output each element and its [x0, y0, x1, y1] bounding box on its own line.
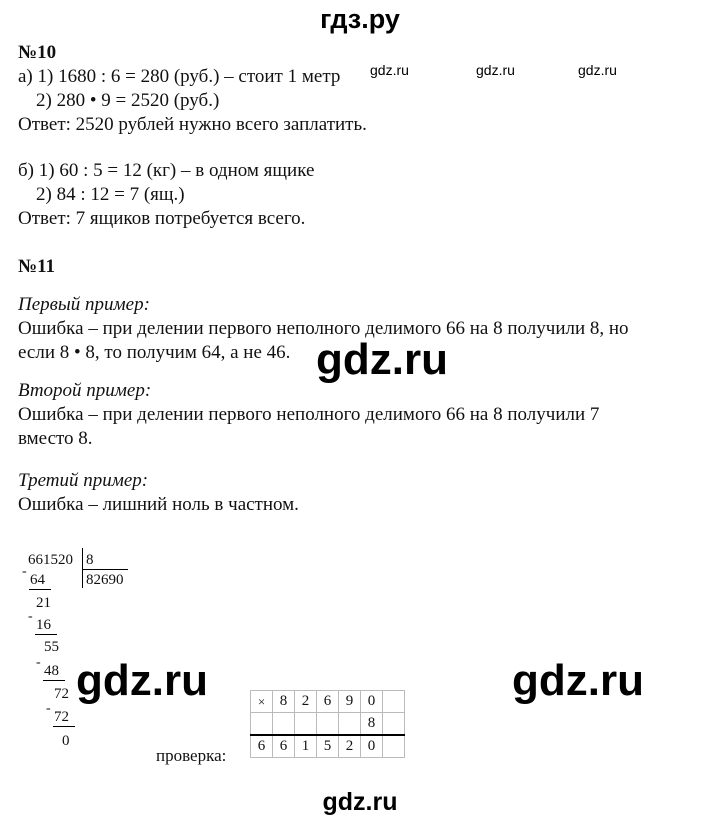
division-quotient: 82690: [86, 572, 124, 588]
task11-example3-label: Третий пример:: [18, 470, 149, 491]
grid-cell: 6: [317, 691, 339, 713]
grid-cell: 0: [361, 691, 383, 713]
division-step-4: 55: [44, 639, 59, 655]
task10-b-step2: 2) 84 : 12 = 7 (ящ.): [36, 184, 185, 205]
grid-cell: [317, 713, 339, 736]
grid-cell: [339, 713, 361, 736]
task10-a-answer: Ответ: 2520 рублей нужно всего заплатить.: [18, 114, 367, 135]
grid-cell: [383, 713, 405, 736]
division-step-6: 72: [54, 686, 69, 702]
grid-cell: [295, 713, 317, 736]
minus-sign: -: [46, 701, 51, 716]
division-divisor: 8: [86, 552, 94, 568]
multiplication-check-grid: [250, 690, 405, 758]
task11-title: №11: [18, 256, 56, 277]
task10-b-step1: б) 1) 60 : 5 = 12 (кг) – в одном ящике: [18, 160, 315, 181]
watermark-big-3: gdz.ru: [512, 656, 644, 705]
watermark-big-1: gdz.ru: [316, 335, 448, 384]
task11-example2-line2: вместо 8.: [18, 428, 93, 449]
grid-cell: 8: [361, 713, 383, 736]
watermark-big-2: gdz.ru: [76, 656, 208, 705]
check-label: проверка:: [156, 746, 227, 765]
task10-title: №10: [18, 42, 57, 63]
minus-sign: -: [22, 564, 27, 579]
multiply-sign: ×: [251, 691, 273, 713]
division-step-5: 48: [44, 663, 59, 679]
task11-example1-line2: если 8 • 8, то получим 64, а не 46.: [18, 342, 291, 363]
grid-cell: 2: [339, 735, 361, 758]
grid-cell: [273, 713, 295, 736]
task11-example2-label: Второй пример:: [18, 380, 152, 401]
division-step-7: 72: [54, 709, 69, 725]
task10-a-step2: 2) 280 • 9 = 2520 (руб.): [36, 90, 220, 111]
task11-example3-line1: Ошибка – лишний ноль в частном.: [18, 494, 299, 515]
grid-cell: 8: [273, 691, 295, 713]
task10-b-answer: Ответ: 7 ящиков потребуется всего.: [18, 208, 306, 229]
step-underline: [43, 680, 65, 681]
division-vertical-line: [82, 548, 83, 588]
watermark-small-3: gdz.ru: [578, 62, 617, 78]
step-underline: [53, 726, 75, 727]
site-footer: gdz.ru: [322, 788, 398, 816]
division-step-1: 64: [30, 572, 45, 588]
grid-cell: 0: [361, 735, 383, 758]
grid-cell: 6: [273, 735, 295, 758]
watermark-small-2: gdz.ru: [476, 62, 515, 78]
grid-cell: [383, 691, 405, 713]
task11-example1-label: Первый пример:: [18, 294, 150, 315]
grid-cell: 2: [295, 691, 317, 713]
division-step-3: 16: [36, 617, 51, 633]
watermark-small-1: gdz.ru: [370, 62, 409, 78]
grid-cell: 5: [317, 735, 339, 758]
grid-cell: [383, 735, 405, 758]
site-header: гдз.ру: [320, 4, 400, 34]
division-horizontal-line: [82, 569, 128, 570]
grid-cell: 9: [339, 691, 361, 713]
task11-example2-line1: Ошибка – при делении первого неполного делимого 66 на 8 получили 7: [18, 404, 600, 425]
grid-cell: 6: [251, 735, 273, 758]
minus-sign: -: [28, 609, 33, 624]
task11-example1-line1: Ошибка – при делении первого неполного делимого 66 на 8 получили 8, но: [18, 318, 629, 339]
division-dividend: 661520: [28, 552, 73, 568]
division-step-2: 21: [36, 595, 51, 611]
step-underline: [35, 634, 57, 635]
minus-sign: -: [36, 655, 41, 670]
task10-a-step1: а) 1) 1680 : 6 = 280 (руб.) – стоит 1 метр: [18, 66, 341, 87]
step-underline: [29, 589, 51, 590]
grid-cell: [251, 713, 273, 736]
grid-cell: 1: [295, 735, 317, 758]
division-step-8: 0: [62, 733, 70, 749]
